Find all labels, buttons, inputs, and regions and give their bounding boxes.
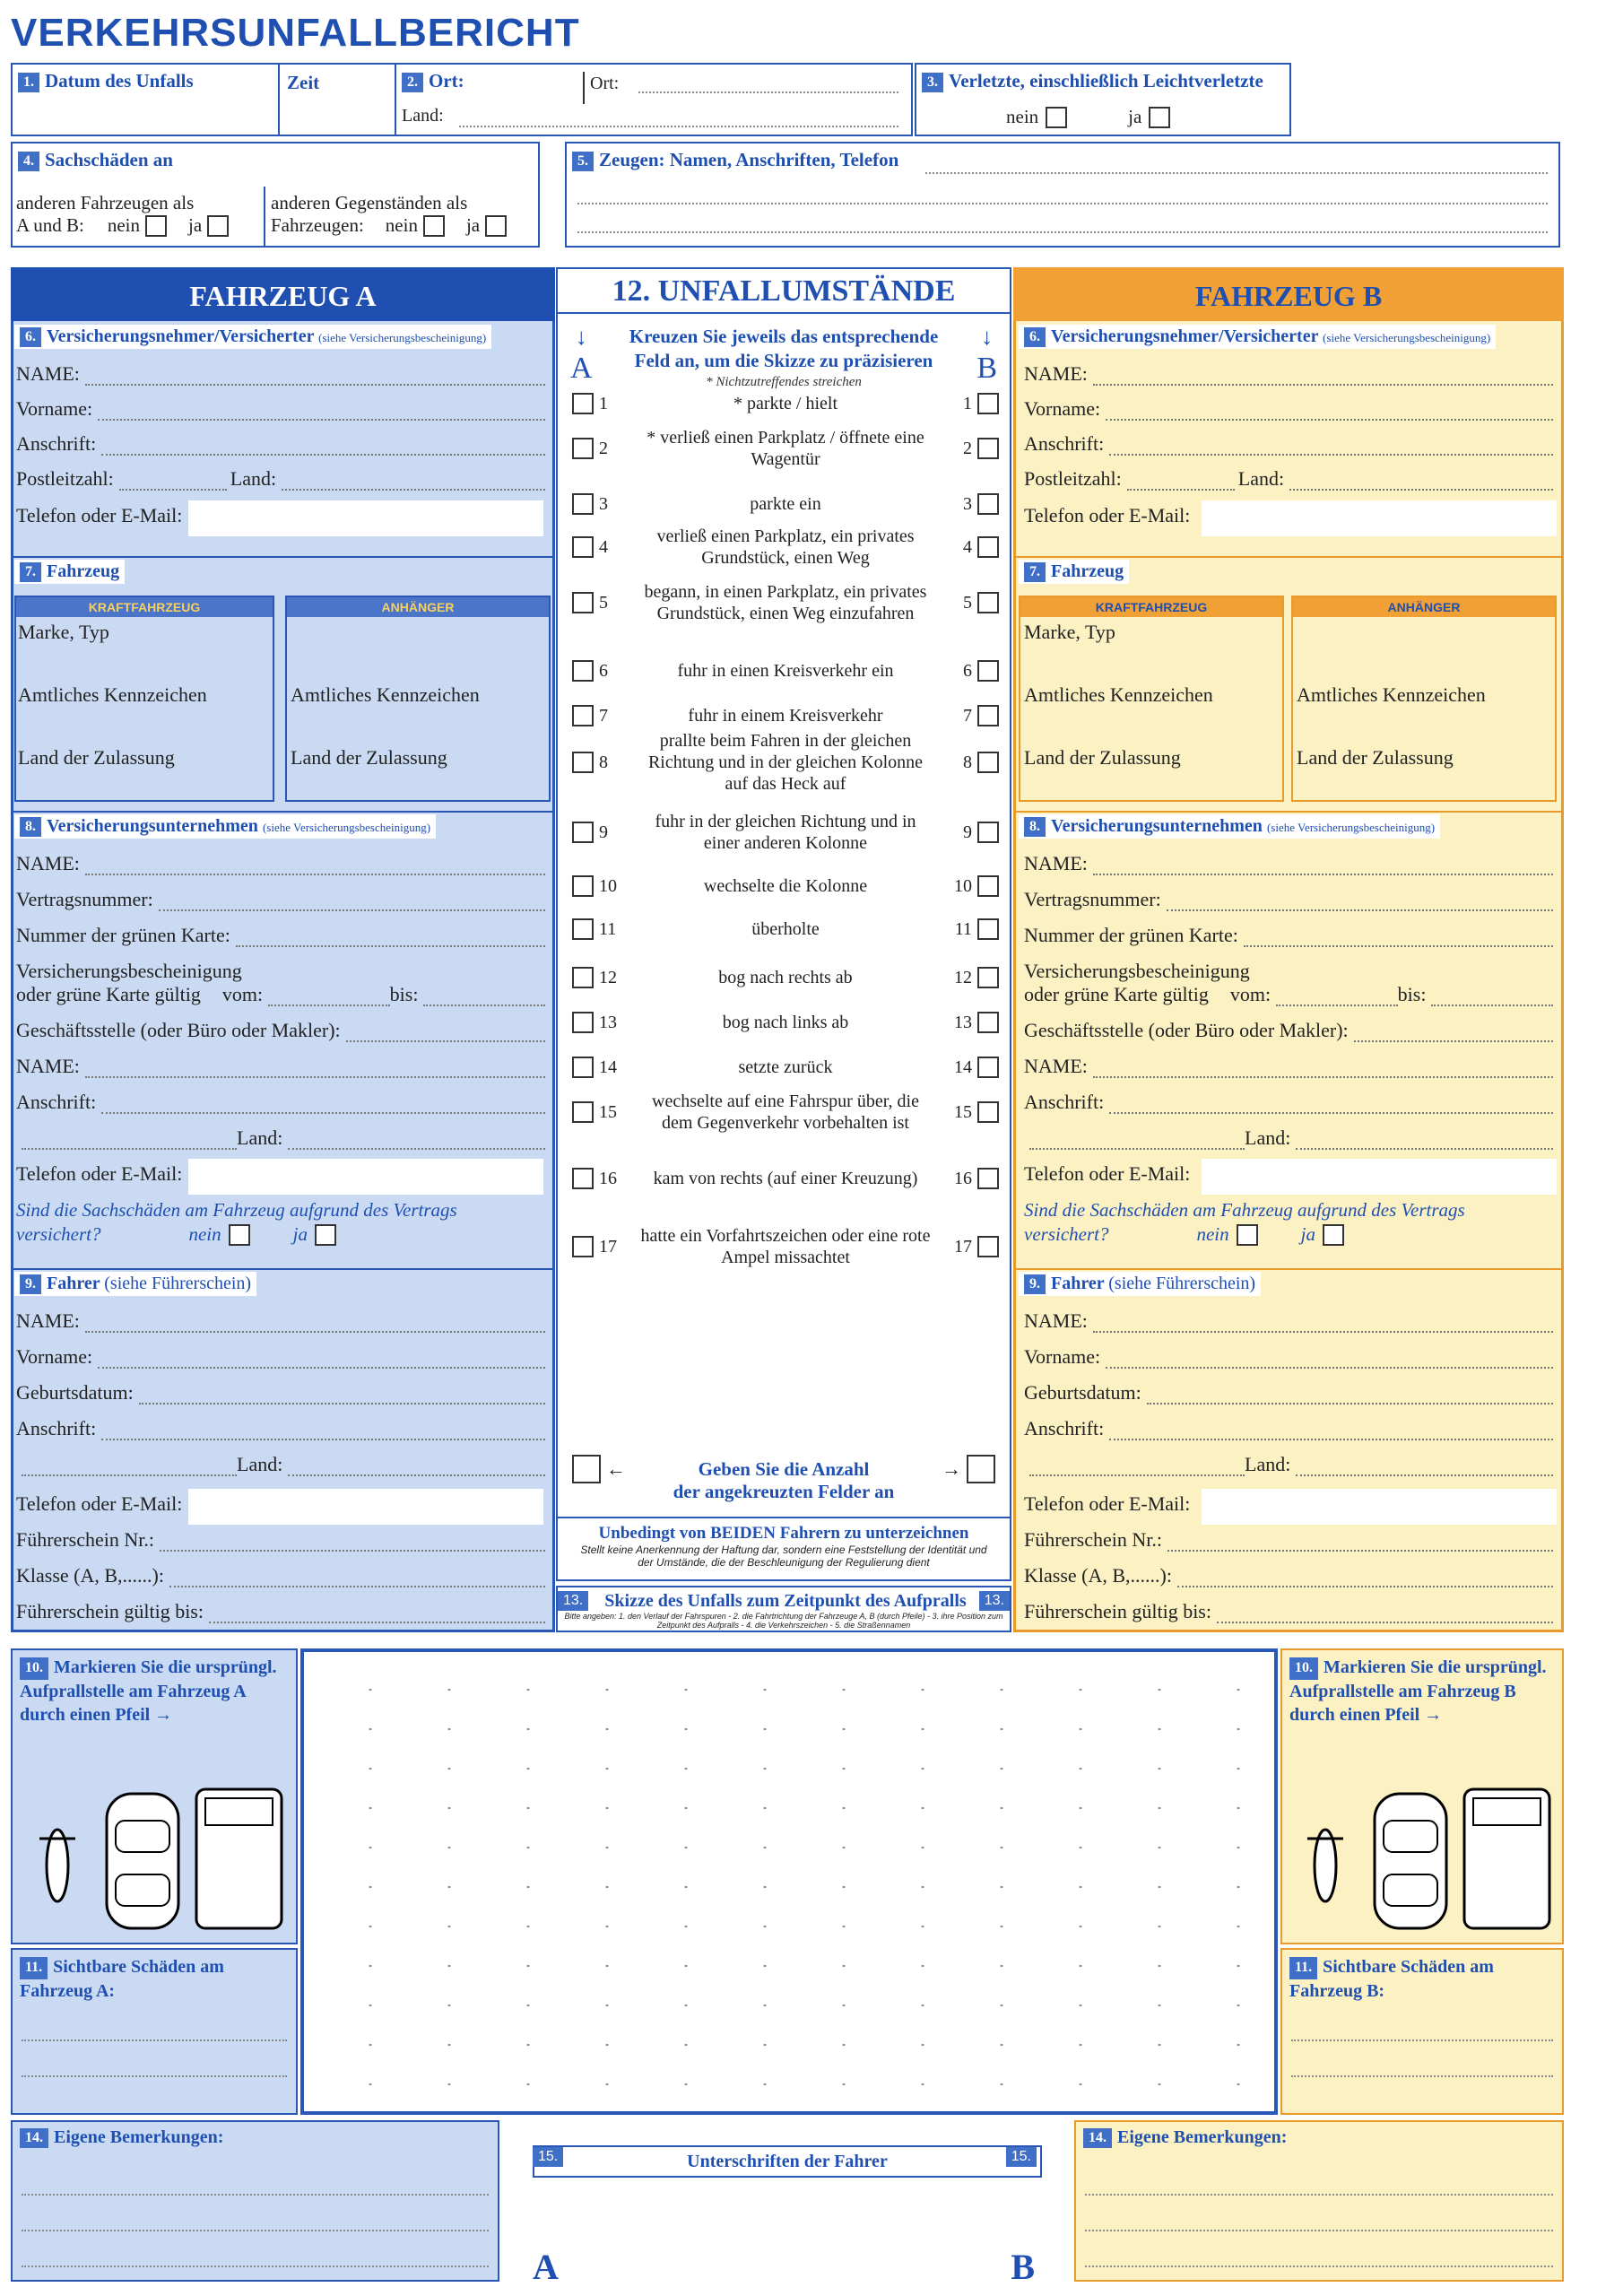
a-versichert-question: Sind die Sachschäden am Fahrzeug aufgrund des Vertrags versichert? nein ja: [16, 1199, 457, 1246]
circumstance-b-checkbox[interactable]: [977, 438, 999, 459]
circumstance-b-checkbox[interactable]: [977, 752, 999, 773]
count-b-box[interactable]: [967, 1455, 995, 1483]
section-number: 8.: [20, 817, 41, 837]
a-geschaeftsstelle-field[interactable]: Geschäftsstelle (oder Büro oder Makler):: [16, 1019, 545, 1042]
circumstance-number: 8: [963, 752, 972, 772]
section-number: 2.: [402, 73, 423, 92]
b-kfz-box: [1019, 596, 1284, 802]
intro-line-1: Kreuzen Sie jeweils das entsprechende: [629, 326, 939, 347]
section-number: 7.: [20, 562, 41, 582]
a-tel-label: Telefon oder E-Mail:: [16, 504, 183, 526]
circumstance-number: 6: [963, 660, 972, 681]
nein-label: nein: [385, 214, 418, 237]
sketch-note: Bitte angeben: 1. den Verlauf der Fahrspuren - 2. die Fahrtrichtung der Fahrzeuge A, B (durch Pfeile) - 3. ihre Position zum Zeitpunkt des Aufpralls - 4. die Verkehrszeichen - 5. die Straßennamen: [564, 1612, 1003, 1630]
a-gueltig-bis-field[interactable]: Führerschein gültig bis:: [16, 1600, 545, 1623]
ja-label: ja: [1128, 106, 1142, 127]
column-b-marker: ↓ B: [976, 324, 997, 386]
a-drv-tel-label: Telefon oder E-Mail:: [16, 1492, 183, 1515]
a-klasse-field[interactable]: Klasse (A, B,......):: [16, 1564, 545, 1587]
circumstance-number: 11: [599, 918, 617, 939]
section-number: 5.: [572, 152, 594, 171]
b-ins-tel-input[interactable]: [1202, 1159, 1557, 1195]
circumstance-a-checkbox[interactable]: [572, 1057, 594, 1078]
circumstance-number: 7: [599, 705, 608, 726]
b-gueltig-label: Versicherungsbescheinigung: [1024, 960, 1250, 982]
circumstance-text: überholte: [751, 919, 820, 939]
a-drv-name-field[interactable]: NAME:: [16, 1309, 545, 1333]
section-number: 11.: [1289, 1957, 1317, 1979]
a-versichert-yes-checkbox[interactable]: [315, 1224, 336, 1246]
a-ins-name-field[interactable]: NAME:: [16, 852, 545, 875]
b-damage-section[interactable]: [1280, 1948, 1564, 2115]
section-13-header: [556, 1586, 1011, 1632]
circumstance-text: setzte zurück: [738, 1057, 833, 1077]
b-policyholder-title: Versicherungsnehmer/Versicherter: [1051, 326, 1319, 346]
arrow-left-icon: ←: [606, 1457, 626, 1480]
a-drv-tel-input[interactable]: [188, 1489, 543, 1525]
a-impact-title: Markieren Sie die ursprüngl. Aufprallstelle am Fahrzeug A durch einen Pfeil →: [20, 1657, 277, 1725]
circumstance-number: 7: [963, 705, 972, 726]
b-remarks-section[interactable]: [1074, 2120, 1564, 2282]
ort-label: Ort:: [590, 74, 620, 93]
a-impact-section: [11, 1648, 298, 1944]
circumstance-number: 3: [963, 493, 972, 514]
circumstance-text: verließ einen Parkplatz, ein privates Grundstück, einen Weg: [656, 526, 915, 568]
circumstance-b-checkbox[interactable]: [977, 705, 999, 726]
b-tel-label: Telefon oder E-Mail:: [1024, 504, 1191, 526]
signature-a-field[interactable]: [522, 2192, 782, 2282]
circumstance-a-checkbox[interactable]: [572, 393, 594, 414]
circumstance-b-checkbox[interactable]: [977, 918, 999, 940]
circumstance-text: bog nach links ab: [722, 1013, 849, 1032]
a-policyholder-note: (siehe Versicherungsbescheinigung): [318, 331, 487, 344]
sign-notice-text: Stellt keine Anerkennung der Haftung dar, sondern eine Feststellung der Identität und der Umstände, die der Beschleunigung der Regulierung dient: [580, 1544, 987, 1570]
a-ins-anschrift-field[interactable]: Anschrift:: [16, 1091, 545, 1114]
circumstance-b-checkbox[interactable]: [977, 660, 999, 682]
circumstance-a-checkbox[interactable]: [572, 705, 594, 726]
b-kfz-header: KRAFTFAHRZEUG: [1020, 597, 1282, 617]
b-drv-anschrift-field[interactable]: Anschrift:: [1024, 1417, 1553, 1440]
ab-label: A und B:: [16, 214, 84, 237]
circumstance-number: 4: [963, 536, 972, 557]
circumstance-b-checkbox[interactable]: [977, 1101, 999, 1123]
vehicle-a-header: FAHRZEUG A: [11, 267, 555, 321]
circumstance-number: 10: [599, 875, 617, 896]
circumstance-number: 17: [599, 1236, 617, 1257]
accident-sketch-area[interactable]: [300, 1648, 1278, 2115]
a-insurer-note: (siehe Versicherungsbescheinigung): [262, 821, 431, 834]
a-drv-vorname-field[interactable]: Vorname:: [16, 1345, 545, 1369]
section-number: 10.: [20, 1657, 48, 1680]
a-damage-section[interactable]: [11, 1948, 298, 2115]
circumstance-number: 1: [963, 393, 972, 413]
b-vehicle-title: Fahrzeug: [1051, 561, 1124, 581]
circumstance-number: 5: [599, 592, 608, 613]
a-anhaenger-box: [285, 596, 551, 802]
section-number: 11.: [20, 1957, 48, 1979]
time-label: Zeit: [287, 72, 320, 93]
damage-label: Sachschäden an: [45, 149, 173, 170]
b-marke-field[interactable]: Marke, Typ: [1024, 621, 1115, 643]
circumstance-number: 4: [599, 536, 608, 557]
circumstance-number: 13: [599, 1012, 617, 1032]
circumstance-number: 13: [954, 1012, 972, 1032]
circumstance-number: 5: [963, 592, 972, 613]
a-kfz-header: KRAFTFAHRZEUG: [16, 597, 273, 617]
circumstance-text: fuhr in der gleichen Richtung und in einer anderen Kolonne: [655, 812, 916, 853]
circumstance-number: 8: [599, 752, 608, 772]
circumstance-text: kam von rechts (auf einer Kreuzung): [653, 1169, 918, 1188]
b-drv-geburt-field[interactable]: Geburtsdatum:: [1024, 1381, 1553, 1405]
circumstance-b-checkbox[interactable]: [977, 393, 999, 414]
circumstance-a-checkbox[interactable]: [572, 875, 594, 897]
a-vertrag-field[interactable]: Vertragsnummer:: [16, 888, 545, 911]
date-label: Datum des Unfalls: [45, 70, 194, 91]
signatures-title: Unterschriften der Fahrer: [533, 2145, 1042, 2178]
circumstance-b-checkbox[interactable]: [977, 1168, 999, 1189]
circumstance-b-checkbox[interactable]: [977, 592, 999, 613]
b-geschaeftsstelle-field[interactable]: Geschäftsstelle (oder Büro oder Makler):: [1024, 1019, 1553, 1042]
circumstance-a-checkbox[interactable]: [572, 1101, 594, 1123]
b-klasse-field[interactable]: Klasse (A, B,......):: [1024, 1564, 1553, 1587]
section-number: 13.: [979, 1591, 1010, 1611]
b-impact-section: [1280, 1648, 1564, 1944]
ja-label: ja: [188, 214, 203, 237]
signatures-section: [504, 2120, 1071, 2291]
a-marke-field[interactable]: Marke, Typ: [18, 621, 109, 643]
circumstance-a-checkbox[interactable]: [572, 660, 594, 682]
circumstance-text: prallte beim Fahren in der gleichen Richtung und in der gleichen Kolonne auf das Heck auf: [647, 731, 924, 794]
signature-b-field[interactable]: [793, 2192, 1053, 2282]
a-gueltig-field[interactable]: oder grüne Karte gültig vom: bis:: [16, 983, 545, 1006]
circumstance-a-checkbox[interactable]: [572, 918, 594, 940]
section-number: 13.: [558, 1591, 588, 1611]
b-drv-tel-label: Telefon oder E-Mail:: [1024, 1492, 1191, 1515]
a-ins-name2-field[interactable]: NAME:: [16, 1055, 545, 1078]
intro-line-2: Feld an, um die Skizze zu präzisieren: [634, 350, 933, 372]
count-label-1: Geben Sie die Anzahl: [698, 1458, 870, 1480]
circumstance-a-checkbox[interactable]: [572, 822, 594, 843]
circumstances-header: 12. UNFALLUMSTÄNDE: [558, 269, 1010, 314]
column-a-marker: ↓ A: [570, 324, 593, 386]
b-damage-title: Sichtbare Schäden am Fahrzeug B:: [1289, 1957, 1494, 2001]
b-versichert-no-checkbox[interactable]: [1237, 1224, 1258, 1246]
section-number: 14.: [20, 2128, 48, 2148]
circumstance-b-checkbox[interactable]: [977, 1012, 999, 1033]
vehicle-b-header: FAHRZEUG B: [1013, 267, 1564, 321]
arrow-right-icon: →: [942, 1457, 961, 1480]
circumstance-text: wechselte auf eine Fahrspur über, die dem Gegenverkehr vorbehalten ist: [652, 1091, 919, 1133]
b-zulassung-field[interactable]: Land der Zulassung: [1024, 746, 1181, 769]
b-ins-tel-label: Telefon oder E-Mail:: [1024, 1162, 1191, 1185]
section-number: 15.: [533, 2147, 563, 2167]
a-damage-title: Sichtbare Schäden am Fahrzeug A:: [20, 1957, 224, 2001]
section-3-injured: [915, 63, 1291, 136]
b-vertrag-field[interactable]: Vertragsnummer:: [1024, 888, 1553, 911]
a-policyholder-title: Versicherungsnehmer/Versicherter: [47, 326, 315, 346]
other-vehicles-no-checkbox[interactable]: [145, 215, 167, 237]
a-name-field[interactable]: NAME:: [16, 362, 545, 386]
section-number: 8.: [1024, 817, 1046, 837]
b-ins-land-field[interactable]: Land:: [1024, 1126, 1553, 1150]
a-vehicle-diagram-icon[interactable]: [22, 1785, 291, 1937]
circumstance-number: 9: [599, 822, 608, 842]
circumstance-number: 15: [954, 1101, 972, 1122]
other-objects-yes-checkbox[interactable]: [485, 215, 507, 237]
circumstance-text: wechselte die Kolonne: [703, 876, 868, 896]
a-drv-geburt-field[interactable]: Geburtsdatum:: [16, 1381, 545, 1405]
section-number: 3.: [922, 73, 943, 92]
nein-label: nein: [1006, 106, 1039, 127]
sketch-title: Skizze des Unfalls zum Zeitpunkt des Aufpralls: [604, 1591, 967, 1611]
circumstance-b-checkbox[interactable]: [977, 1236, 999, 1257]
a-anhaenger-header: ANHÄNGER: [287, 597, 549, 617]
circumstance-number: 11: [954, 918, 972, 939]
a-fuehrerschein-field[interactable]: Führerschein Nr.:: [16, 1528, 545, 1552]
other-vehicles-yes-checkbox[interactable]: [207, 215, 229, 237]
b-ins-name-field[interactable]: NAME:: [1024, 852, 1553, 875]
b-insurer-note: (siehe Versicherungsbescheinigung): [1266, 821, 1436, 834]
circumstance-text: hatte ein Vorfahrtszeichen oder eine rote Ampel missachtet: [640, 1226, 931, 1267]
signature-a-label: A: [533, 2247, 559, 2287]
ja-label: ja: [465, 214, 481, 237]
circumstance-number: 2: [963, 438, 972, 458]
b-drv-land-field[interactable]: Land:: [1024, 1453, 1553, 1476]
a-plz-field[interactable]: Postleitzahl: Land:: [16, 467, 545, 491]
a-anh-zulassung-field[interactable]: Land der Zulassung: [291, 746, 447, 769]
a-remarks-section[interactable]: [11, 2120, 499, 2282]
nein-label: nein: [107, 214, 141, 237]
a-anh-kennzeichen-field[interactable]: Amtliches Kennzeichen: [291, 683, 480, 706]
other-objects-label: anderen Gegenständen als: [271, 192, 468, 213]
section-1-date: [11, 63, 396, 136]
circumstance-number: 12: [954, 967, 972, 987]
circumstance-a-checkbox[interactable]: [572, 1168, 594, 1189]
circumstance-number: 17: [954, 1236, 972, 1257]
circumstance-number: 16: [954, 1168, 972, 1188]
circumstance-a-checkbox[interactable]: [572, 967, 594, 988]
section-number: 15.: [1006, 2147, 1037, 2167]
circumstance-number: 16: [599, 1168, 617, 1188]
b-kennzeichen-field[interactable]: Amtliches Kennzeichen: [1024, 683, 1213, 706]
a-remarks-title: Eigene Bemerkungen:: [54, 2127, 224, 2147]
witnesses-label: Zeugen: Namen, Anschriften, Telefon: [599, 149, 899, 170]
a-zulassung-field[interactable]: Land der Zulassung: [18, 746, 175, 769]
circumstance-text: * parkte / hielt: [733, 394, 838, 413]
circumstance-number: 12: [599, 967, 617, 987]
a-ins-tel-label: Telefon oder E-Mail:: [16, 1162, 183, 1185]
b-anhaenger-box: [1291, 596, 1557, 802]
b-policyholder-note: (siehe Versicherungsbescheinigung): [1323, 331, 1491, 344]
b-name-field[interactable]: NAME:: [1024, 362, 1553, 386]
b-gruene-karte-field[interactable]: Nummer der grünen Karte:: [1024, 924, 1553, 947]
a-kfz-box: [14, 596, 274, 802]
section-number: 6.: [1024, 327, 1046, 347]
circumstance-a-checkbox[interactable]: [572, 1236, 594, 1257]
circumstance-text: * verließ einen Parkplatz / öffnete eine Wagentür: [647, 428, 924, 469]
circumstance-b-checkbox[interactable]: [977, 536, 999, 558]
circumstance-text: bog nach rechts ab: [718, 968, 853, 987]
b-gueltig-field[interactable]: oder grüne Karte gültig vom: bis:: [1024, 983, 1553, 1006]
b-versichert-yes-checkbox[interactable]: [1323, 1224, 1344, 1246]
b-driver-note: (siehe Führerschein): [1108, 1274, 1256, 1293]
circumstance-number: 9: [963, 822, 972, 842]
location-label: Ort:: [429, 70, 464, 91]
section-5-witnesses: [565, 142, 1560, 248]
b-remarks-title: Eigene Bemerkungen:: [1117, 2127, 1288, 2147]
circumstance-number: 10: [954, 875, 972, 896]
b-drv-vorname-field[interactable]: Vorname:: [1024, 1345, 1553, 1369]
circumstance-text: fuhr in einem Kreisverkehr: [688, 706, 883, 726]
a-drv-anschrift-field[interactable]: Anschrift:: [16, 1417, 545, 1440]
a-anschrift-field[interactable]: Anschrift:: [16, 432, 545, 456]
circumstance-number: 2: [599, 438, 608, 458]
section-number: 9.: [20, 1274, 41, 1294]
circumstance-b-checkbox[interactable]: [977, 493, 999, 515]
b-ins-anschrift-field[interactable]: Anschrift:: [1024, 1091, 1553, 1114]
injured-label: Verletzte, einschließlich Leichtverletzte: [949, 70, 1263, 91]
a-insurer-title: Versicherungsunternehmen: [47, 816, 258, 836]
a-driver-title: Fahrer: [47, 1274, 100, 1293]
circumstance-b-checkbox[interactable]: [977, 1057, 999, 1078]
a-kennzeichen-field[interactable]: Amtliches Kennzeichen: [18, 683, 207, 706]
section-number: 9.: [1024, 1274, 1046, 1294]
circumstance-number: 14: [599, 1057, 617, 1077]
circumstance-number: 1: [599, 393, 608, 413]
circumstance-a-checkbox[interactable]: [572, 1012, 594, 1033]
land-label: Land:: [402, 106, 444, 126]
circumstance-a-checkbox[interactable]: [572, 752, 594, 773]
section-number: 4.: [18, 152, 39, 171]
circumstance-b-checkbox[interactable]: [977, 875, 999, 897]
count-a-box[interactable]: [572, 1455, 601, 1483]
injured-yes-checkbox[interactable]: [1149, 107, 1170, 128]
section-number: 1.: [18, 73, 39, 92]
a-drv-land-field[interactable]: Land:: [16, 1453, 545, 1476]
objects-label: Fahrzeugen:: [271, 214, 364, 237]
b-ins-name2-field[interactable]: NAME:: [1024, 1055, 1553, 1078]
a-tel-input[interactable]: [188, 500, 543, 536]
circumstance-a-checkbox[interactable]: [572, 493, 594, 515]
circumstance-number: 14: [954, 1057, 972, 1077]
b-tel-input[interactable]: [1202, 500, 1557, 536]
b-impact-title: Markieren Sie die ursprüngl. Aufprallstelle am Fahrzeug B durch einen Pfeil →: [1289, 1657, 1547, 1725]
section-number: 10.: [1289, 1657, 1318, 1680]
circumstance-b-checkbox[interactable]: [977, 967, 999, 988]
b-insurer-title: Versicherungsunternehmen: [1051, 816, 1263, 836]
a-gruene-karte-field[interactable]: Nummer der grünen Karte:: [16, 924, 545, 947]
injured-no-checkbox[interactable]: [1046, 107, 1067, 128]
section-2-location: [396, 63, 913, 136]
circumstance-a-checkbox[interactable]: [572, 592, 594, 613]
section-number: 14.: [1083, 2128, 1112, 2148]
intro-note: * Nichtzutreffendes streichen: [706, 374, 862, 389]
section-number: 7.: [1024, 562, 1046, 582]
circumstances-panel: [556, 267, 1011, 1518]
b-gueltig-bis-field[interactable]: Führerschein gültig bis:: [1024, 1600, 1553, 1623]
page-title: VERKEHRSUNFALLBERICHT: [11, 11, 580, 55]
b-plz-field[interactable]: Postleitzahl: Land:: [1024, 467, 1553, 491]
a-ins-land-field[interactable]: Land:: [16, 1126, 545, 1150]
a-vorname-field[interactable]: Vorname:: [16, 397, 545, 421]
a-vehicle-title: Fahrzeug: [47, 561, 120, 581]
a-driver-note: (siehe Führerschein): [104, 1274, 252, 1293]
b-drv-name-field[interactable]: NAME:: [1024, 1309, 1553, 1333]
circumstance-number: 3: [599, 493, 608, 514]
b-anh-kennzeichen-field[interactable]: Amtliches Kennzeichen: [1297, 683, 1486, 706]
b-vorname-field[interactable]: Vorname:: [1024, 397, 1553, 421]
circumstance-text: begann, in einen Parkplatz, ein privates Grundstück, einen Weg einzufahren: [644, 582, 927, 623]
b-driver-title: Fahrer: [1051, 1274, 1105, 1293]
signature-b-label: B: [1011, 2247, 1035, 2287]
circumstance-a-checkbox[interactable]: [572, 438, 594, 459]
b-anschrift-field[interactable]: Anschrift:: [1024, 432, 1553, 456]
b-versichert-question: Sind die Sachschäden am Fahrzeug aufgrund des Vertrags versichert? nein ja: [1024, 1199, 1465, 1246]
a-gueltig-label: Versicherungsbescheinigung: [16, 960, 242, 982]
b-drv-tel-input[interactable]: [1202, 1489, 1557, 1525]
b-anhaenger-header: ANHÄNGER: [1293, 597, 1555, 617]
other-vehicles-label: anderen Fahrzeugen als: [16, 192, 195, 213]
circumstance-text: parkte ein: [750, 494, 821, 514]
b-vehicle-diagram-icon[interactable]: [1289, 1785, 1558, 1937]
b-fuehrerschein-field[interactable]: Führerschein Nr.:: [1024, 1528, 1553, 1552]
sign-notice-title: Unbedingt von BEIDEN Fahrern zu unterzeichnen: [598, 1524, 969, 1543]
circumstance-number: 15: [599, 1101, 617, 1122]
other-objects-no-checkbox[interactable]: [423, 215, 445, 237]
a-versichert-no-checkbox[interactable]: [229, 1224, 250, 1246]
section-number: 6.: [20, 327, 41, 347]
circumstance-b-checkbox[interactable]: [977, 822, 999, 843]
circumstance-number: 6: [599, 660, 608, 681]
circumstance-text: fuhr in einen Kreisverkehr ein: [677, 661, 894, 681]
section-4-damage: [11, 142, 540, 248]
b-anh-zulassung-field[interactable]: Land der Zulassung: [1297, 746, 1454, 769]
circumstance-a-checkbox[interactable]: [572, 536, 594, 558]
count-label-2: der angekreuzten Felder an: [673, 1481, 895, 1503]
sign-notice: [556, 1518, 1011, 1581]
a-ins-tel-input[interactable]: [188, 1159, 543, 1195]
